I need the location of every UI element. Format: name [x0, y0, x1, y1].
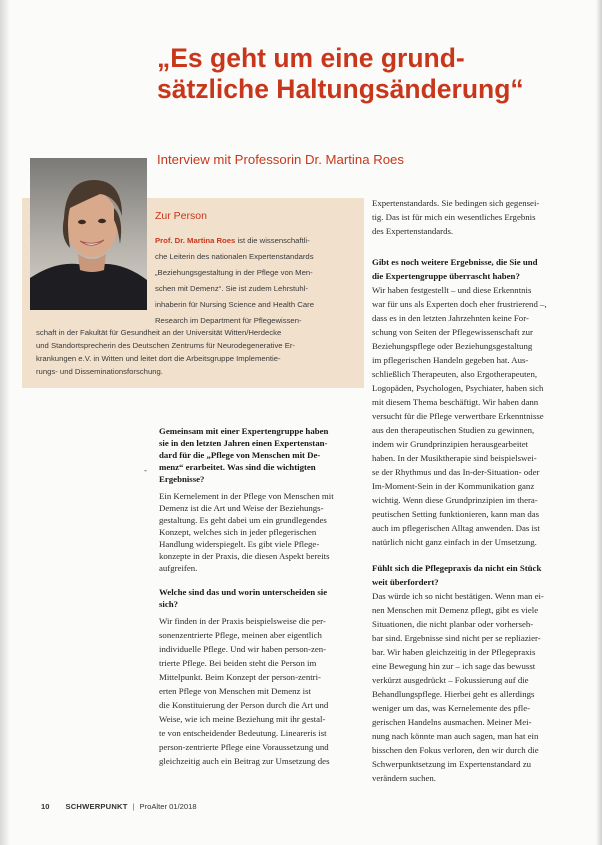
profile-line: krankungen e.V. in Witten und leitet dort die Arbeitsgruppe Implementie-	[36, 354, 281, 363]
answer-line: Im-Moment-Sein in der Kommunikation ganz	[372, 481, 535, 491]
answer-line: gerischen Handelns ausmachen. Meiner Mei-	[372, 717, 532, 727]
answer-line: Schwerpunktsetzung im Expertenstandard zu	[372, 759, 532, 769]
question-line: Fühlt sich die Pflegepraxis da nicht ein Stück	[372, 563, 542, 573]
question-line: sich?	[159, 599, 179, 609]
answer-line: Behandlungspflege. Hierbei geht es allerdings	[372, 689, 535, 699]
question-line: dard für die „Pflege von Menschen mit De-	[159, 450, 321, 460]
answer-line: Demenz ist die Art und Weise der Beziehungs-	[159, 503, 324, 513]
answer-line: Situationen, die nicht planbar oder vorherseh-	[372, 619, 534, 629]
answer-line: des Expertenstandards.	[372, 226, 454, 236]
answer-line: haben. In der Musiktherapie sind beispielswei-	[372, 453, 537, 463]
page-edge-shadow	[596, 0, 602, 845]
profile-line	[155, 236, 310, 246]
question-line: Gibt es noch weitere Ergebnisse, die Sie und	[372, 257, 538, 267]
answer-line: gestaltung. Es geht dabei um ein grundlegendes	[159, 515, 327, 525]
question-line: Gemeinsam mit einer Expertengruppe haben	[159, 426, 329, 436]
answer-line: individuelle Pflege. Und wir haben person-zen-	[159, 644, 327, 654]
profile-line: „Beziehungsgestaltung in der Pflege von Men-	[155, 268, 313, 277]
answer-line: auch im pflegerischen Alltag anwenden. Das ist	[372, 523, 540, 533]
portrait-image	[30, 158, 147, 310]
headline	[157, 43, 577, 105]
answer-line: nen Menschen mit Demenz pflegt, gibt es viele	[372, 605, 539, 615]
answer-line: wichtig. Wenn diese Grundprinzipien im thera-	[372, 495, 538, 505]
answer-line: tig. Das ist für mich ein wesentliches Ergebnis	[372, 212, 536, 222]
headline-line: „Es geht um eine grund-	[157, 43, 465, 73]
answer-line: Mittelpunkt. Beim Konzept der person-zentri-	[159, 672, 321, 682]
question-line: sie in den letzten Jahren einen Expertenstan-	[159, 438, 328, 448]
answer-line: dass es in den letzten Jahrzehnten keine For-	[372, 313, 529, 323]
answer-line: Expertenstandards. Sie bedingen sich gegensei-	[372, 198, 540, 208]
answer-line: weniger um das, was Kernelemente des pfle-	[372, 703, 531, 713]
question-line: die Expertengruppe überrascht haben?	[372, 271, 520, 281]
answer-line: konzepte in der Praxis, die diesen Aspekt bereits	[159, 551, 330, 561]
headline-line: sätzliche Haltungsänderung“	[157, 74, 524, 104]
answer-line: person-zentrierte Pflege eine Voraussetzung und	[159, 742, 329, 752]
profile-line: rungs- und Disseminationsforschung.	[36, 367, 163, 376]
question-line: weit überfordert?	[372, 577, 439, 587]
profile-line: und Standortsprecherin des Deutschen Zentrums für Neurodegenerative Er-	[36, 341, 295, 350]
answer-line: schließlich Therapeuten, also Ergotherapeuten,	[372, 369, 538, 379]
answer-line: im pflegerischen Handeln gegeben hat. Aus-	[372, 355, 529, 365]
profile-line: schen mit Demenz“. Sie ist zudem Lehrstuhl-	[155, 284, 308, 293]
page-binding-shadow	[0, 0, 10, 845]
profile-line: Research im Department für Pflegewissen-	[155, 316, 302, 325]
answer-line: Beziehungspflege oder Beziehungsgestaltung	[372, 341, 533, 351]
answer-line: natürlich nicht ganz einfach in der Umsetzung.	[372, 537, 537, 547]
answer-line: Wir finden in der Praxis beispielsweise die per-	[159, 616, 326, 626]
answer-line: bar sind. Ergebnisse sind nicht per se repliazier-	[372, 633, 541, 643]
answer-line: eine Bewegung hin zur – ich sage das bewusst	[372, 661, 536, 671]
answer-line: versucht für die Pflege verwertbare Erkenntnisse	[372, 411, 544, 421]
footer-separator: |	[132, 802, 135, 811]
answer-line: bar. Wir haben gleichzeitig in der Pflegepraxis	[372, 647, 536, 657]
answer-line: aufgreifen.	[159, 563, 198, 573]
profile-line: che Leiterin des nationalen Expertenstandards	[155, 252, 314, 261]
answer-line: Ein Kernelement in der Pflege von Menschen mit	[159, 491, 334, 501]
profile-name: Prof. Dr. Martina Roes	[155, 236, 236, 245]
answer-line: gleichzeitig auch ein Beitrag zur Umsetzung des	[159, 756, 330, 766]
answer-line: se der Rhythmus und das In-der-Situation- oder	[372, 467, 540, 477]
issue-label: ProAlter 01/2018	[139, 802, 197, 811]
answer-line: Handlung widerspiegelt. Es gibt viele Pflege-	[159, 539, 320, 549]
answer-line: bisschen den Fokus verloren, den wir durch die	[372, 745, 539, 755]
answer-line: Konzept, welches sich in jeder pflegerischen	[159, 527, 317, 537]
answer-line: peutischen Setting funktionieren, kann man das	[372, 509, 540, 519]
profile-line: inhaberin für Nursing Science and Health Care	[155, 300, 314, 309]
answer-line: verändern suchen.	[372, 773, 436, 783]
question-line: menz“ erarbeitet. Was sind die wichtigten	[159, 462, 316, 472]
answer-line: erten Pflege von Menschen mit Demenz ist	[159, 686, 311, 696]
page-number: 10	[41, 802, 50, 811]
answer-line: sonenzentrierte Pflege, meinen aber eigentlich	[159, 630, 322, 640]
answer-line: indem wir Grundprinzipien herausgearbeitet	[372, 439, 529, 449]
question-line: Welche sind das und worin unterscheiden sie	[159, 587, 328, 597]
answer-line: war für uns als Experten doch eher frustrierend –,	[372, 299, 547, 309]
answer-line: Das würde ich so nicht bestätigen. Wenn man ei-	[372, 591, 544, 601]
answer-line: verkürzt ausgedrückt – Fokussierung auf die	[372, 675, 529, 685]
answer-line: mit diesem Thema beschäftigt. Wir haben dann	[372, 397, 539, 407]
subtitle: Interview mit Professorin Dr. Martina Roes	[157, 152, 404, 167]
profile-line: schaft in der Fakultät für Gesundheit an der Universität Witten/Herdecke	[36, 328, 282, 337]
question-line: Ergebnisse?	[159, 474, 205, 484]
answer-line: die Konstituierung der Person durch die Art und	[159, 700, 329, 710]
profile-text: ist die wissenschaftli-	[235, 236, 310, 245]
answer-line: nung nach könnte man auch sagen, man hat ein	[372, 731, 539, 741]
answer-line: trierte Pflege. Bei beiden steht die Person im	[159, 658, 317, 668]
margin-mark: -	[144, 465, 147, 475]
page-footer	[41, 802, 197, 811]
answer-line: Weise, wie ich meine Beziehung mit ihr gestal-	[159, 714, 326, 724]
answer-line: Wir haben festgestellt – und diese Erkenntnis	[372, 285, 532, 295]
answer-line: Logopäden, Psychologen, Psychiater, haben sich	[372, 383, 544, 393]
portrait-photo	[30, 158, 147, 310]
section-name: SCHWERPUNKT	[65, 802, 128, 811]
answer-line: te von entscheidender Bedeutung. Lineareris ist	[159, 728, 327, 738]
profile-title: Zur Person	[155, 210, 207, 222]
answer-line: aus den therapeutischen Studien zu gewinnen,	[372, 425, 535, 435]
answer-line: schung von Seiten der Pflegewissenschaft zur	[372, 327, 533, 337]
